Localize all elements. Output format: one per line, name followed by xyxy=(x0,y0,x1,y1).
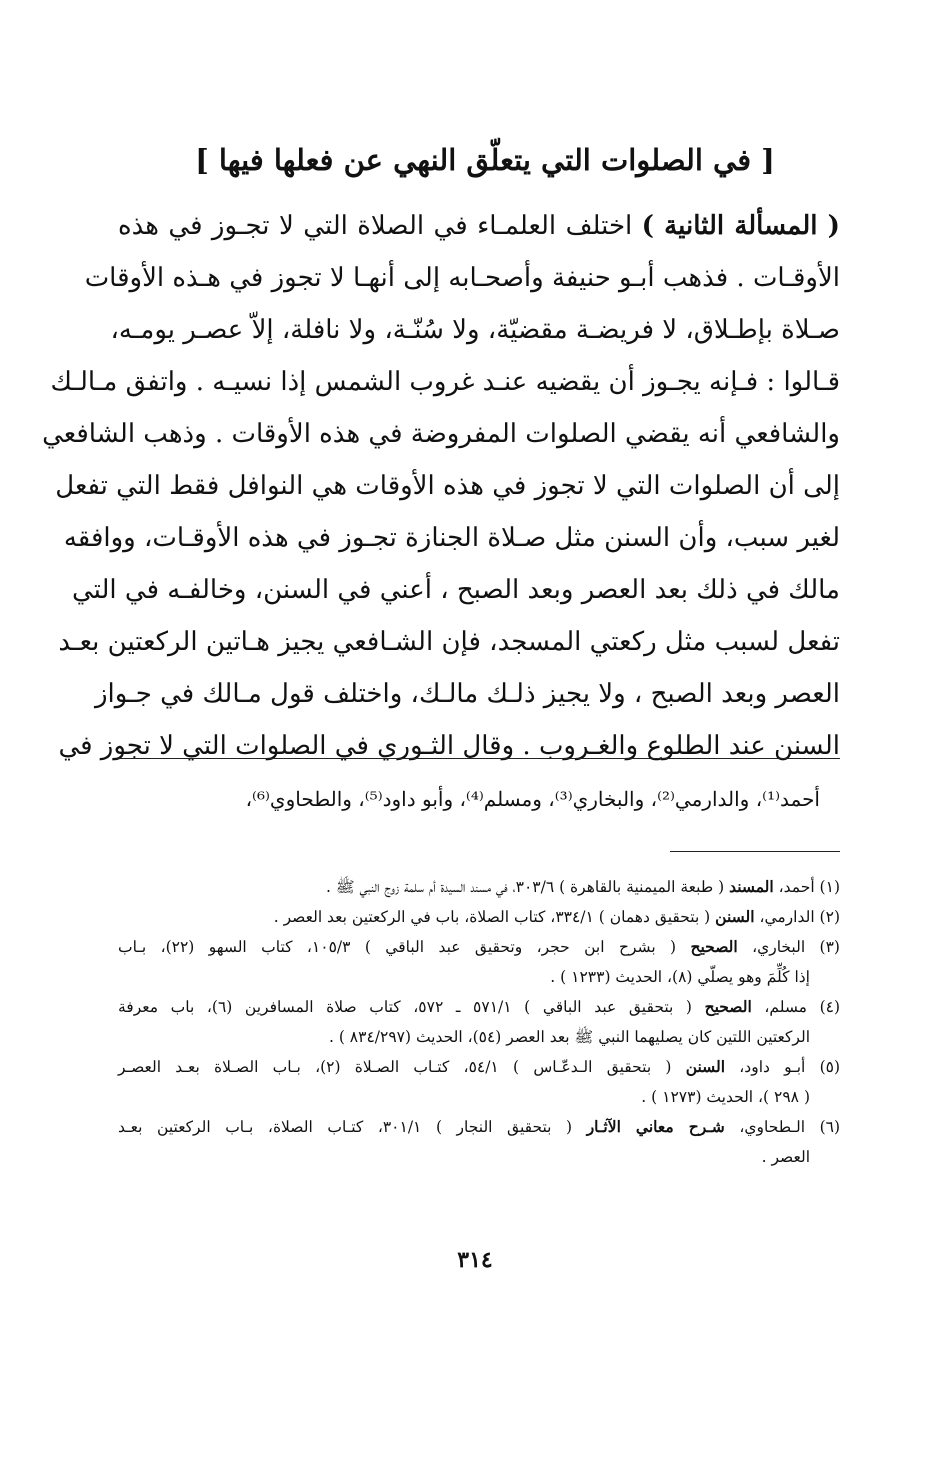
footnote-5-author: (٥) أبـو داود، xyxy=(725,1058,841,1076)
main-line-1-text: اختلف العلمـاء في الصلاة التي لا تجـوز في هذه xyxy=(118,211,642,241)
footnote-5 xyxy=(118,1052,840,1082)
footnote-3-title: الصحيح xyxy=(690,937,738,956)
main-line-6: إلى أن الصلوات التي لا تجوز في هذه الأوقات هي النوافل فقط التي تفعل xyxy=(55,471,840,501)
footnote-4-author: (٤) مسلم، xyxy=(751,998,841,1016)
footnote-2-text: ( بتحقيق دهمان ) ٣٣٤/١، كتاب الصلاة، باب في الركعتين بعد العصر . xyxy=(273,908,716,926)
main-line-10: العصر وبعد الصبح ، ولا يجيز ذلـك مالـك، واختلف قول مـالك في جـواز xyxy=(94,679,840,709)
footnote-1-title: المسند xyxy=(729,877,774,896)
footnote-6-text: ( بتحقيق النجار ) ٣٠١/١، كتـاب الصلاة، بـاب الركعتين بعـد xyxy=(118,1118,587,1136)
main-line-11: السنن عند الطلوع والغـروب . وقال الثـوري في الصلوات التي لا تجوز في xyxy=(58,731,840,761)
footnote-2-author: (٢) الدارمي، xyxy=(754,908,840,926)
footnote-3-cont: إذا كُلِّمَ وهو يصلّي (٨)، الحديث (١٢٣٣ ) . xyxy=(550,968,810,986)
footnote-continuation: أحمد⁽¹⁾، والدارمي⁽²⁾، والبخاري⁽³⁾، ومسلم⁽⁴⁾، وأبو داود⁽⁵⁾، والطحاوي⁽⁶⁾، xyxy=(245,787,820,811)
footnote-4-title: الصحيح xyxy=(704,997,752,1016)
section-heading: [ في الصلوات التي يتعلّق النهي عن فعلها فيها ] xyxy=(195,143,775,177)
main-line-3: صـلاة بإطـلاق، لا فريضـة مقضيّة، ولا سُنّـة، ولا نافلة، إلاّ عصـر يومـه، xyxy=(110,315,840,345)
main-text xyxy=(42,200,840,772)
footnote-1-text: ( طبعة الميمنية بالقاهرة ) ٣٠٣/٦، في مسند السيدة أم سلمة زوج النبي ﷺ . xyxy=(326,878,730,896)
footnote-4-text: ( بتحقيق عبد الباقي ) ٥٧١/١ ـ ٥٧٢، كتاب صلاة المسافرين (٦)، باب معرفة xyxy=(118,998,705,1016)
footnote-6-author: (٦) الـطحاوي، xyxy=(724,1118,841,1136)
footnote-1 xyxy=(118,872,840,902)
footnote-2-title: السنن xyxy=(715,907,755,926)
main-line-4: قـالوا : فـإنه يجـوز أن يقضيه عنـد غروب الشمس إذا نسيـه . واتفق مـالـك xyxy=(50,367,840,397)
footnotes xyxy=(118,872,840,1172)
footnote-2 xyxy=(118,902,840,932)
footnote-4-cont: الركعتين اللتين كان يصليهما النبي ﷺ بعد العصر (٥٤)، الحديث (٨٣٤/٢٩٧ ) . xyxy=(328,1028,810,1046)
main-line-8: مالك في ذلك بعد العصر وبعد الصبح ، أعني في السنن، وخالفـه في التي xyxy=(71,575,840,605)
footnote-6-title: شـرح معاني الآثـار xyxy=(586,1117,725,1136)
footnote-6-cont: العصر . xyxy=(761,1148,810,1166)
main-line-9: تفعل لسبب مثل ركعتي المسجد، فإن الشـافعي يجيز هـاتين الركعتين بعـد xyxy=(58,627,840,657)
footnote-4 xyxy=(118,992,840,1022)
main-line-5: والشافعي أنه يقضي الصلوات المفروضة في هذه الأوقات . وذهب الشافعي xyxy=(42,419,840,449)
footnote-3-author: (٣) البخاري، xyxy=(737,938,840,956)
footnote-6 xyxy=(118,1112,840,1142)
main-line-7: لغير سبب، وأن السنن مثل صـلاة الجنازة تجـوز في هذه الأوقـات، ووافقه xyxy=(63,523,840,553)
main-line-2: الأوقـات . فذهب أبـو حنيفة وأصحـابه إلى أنهـا لا تجوز في هـذه الأوقات xyxy=(84,263,840,293)
footnote-5-text: ( بتحقيق الـدعّـاس ) ٥٤/١، كتـاب الصـلاة (٢)، بـاب الصـلاة بعـد العصـر xyxy=(118,1058,686,1076)
issue-label: ( المسألة الثانية ) xyxy=(641,211,840,241)
page-number: ٣١٤ xyxy=(457,1247,493,1273)
footnote-5-title: السنن xyxy=(685,1057,726,1076)
footnote-divider xyxy=(670,851,840,852)
text-divider xyxy=(118,758,840,759)
footnote-1-author: (١) أحمد، xyxy=(773,878,840,896)
footnote-5-cont: ( ٢٩٨ )، الحديث (١٢٧٣ ) . xyxy=(641,1088,810,1106)
footnote-3-text: ( بشرح ابن حجر، وتحقيق عبد الباقي ) ١٠٥/٣، كتاب السهو (٢٢)، بـاب xyxy=(118,938,691,956)
footnote-3 xyxy=(118,932,840,962)
main-line-1 xyxy=(118,200,840,252)
